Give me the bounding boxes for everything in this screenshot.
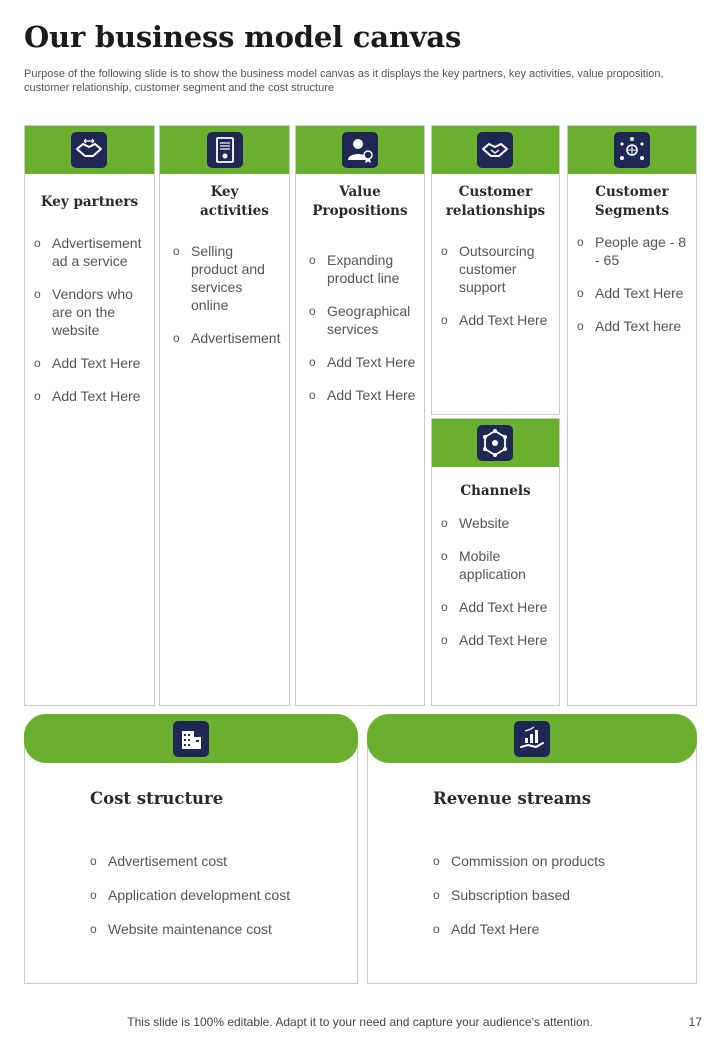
list-item: o Advertisement ad a service xyxy=(34,234,146,270)
list-item: o Add Text here xyxy=(577,317,689,335)
customer-relationships-card xyxy=(431,125,560,415)
key-activities-card xyxy=(159,125,290,706)
list-item: o Add Text Here xyxy=(309,386,419,404)
column-title: Key activities xyxy=(200,184,269,219)
column-title: Key partners xyxy=(40,194,139,210)
list-item: o Geographical services xyxy=(309,302,419,338)
list-item: o Add Text Here xyxy=(433,920,688,938)
list-item: o People age - 8 - 65 xyxy=(577,233,689,269)
customer-segments-card xyxy=(567,125,697,706)
section-title: Cost structure xyxy=(90,789,224,808)
list-item: o Add Text Here xyxy=(309,353,419,371)
column-title: Value Propositions xyxy=(312,184,408,219)
page-number: 17 xyxy=(688,1015,702,1029)
item-list xyxy=(441,514,553,649)
cost-structure-card xyxy=(24,714,358,984)
list-item: o Subscription based xyxy=(433,886,688,904)
section-title: Revenue streams xyxy=(433,789,592,808)
item-list xyxy=(309,251,419,404)
page-title: Our business model canvas xyxy=(24,20,462,54)
list-item: o Advertisement cost xyxy=(90,852,350,870)
hand-growth-chart-icon xyxy=(514,721,550,757)
channels-card xyxy=(431,418,560,706)
list-item: o Add Text Here xyxy=(34,354,146,372)
list-item: o Expanding product line xyxy=(309,251,419,287)
item-list xyxy=(433,852,688,938)
column-title: Customer relationships xyxy=(445,184,546,219)
document-icon xyxy=(207,132,243,168)
item-list xyxy=(34,234,146,405)
list-item: o Add Text Here xyxy=(577,284,689,302)
page-subtitle: Purpose of the following slide is to show the business model canvas as it displays the key partners, key activities, value proposition, customer relationship, customer segment and the cost structure xyxy=(24,68,664,94)
list-item: o Website xyxy=(441,514,553,532)
list-item: o Add Text Here xyxy=(34,387,146,405)
key-partners-card xyxy=(24,125,155,706)
revenue-streams-card xyxy=(367,714,697,984)
handshake-icon xyxy=(71,132,107,168)
item-list xyxy=(441,242,553,329)
list-item: o Application development cost xyxy=(90,886,350,904)
handshake-icon xyxy=(477,132,513,168)
list-item: o Mobile application xyxy=(441,547,553,583)
value-propositions-card xyxy=(295,125,425,706)
footer-note: This slide is 100% editable. Adapt it to your need and capture your audience’s attention. xyxy=(127,1015,593,1029)
list-item: o Vendors who are on the website xyxy=(34,285,146,339)
list-item: o Add Text Here xyxy=(441,311,553,329)
user-award-icon xyxy=(342,132,378,168)
column-title: Customer Segments xyxy=(594,184,670,219)
item-list xyxy=(90,852,350,938)
list-item: o Advertisement xyxy=(173,329,283,347)
building-icon xyxy=(173,721,209,757)
hexagon-network-icon xyxy=(477,425,513,461)
list-item: o Add Text Here xyxy=(441,598,553,616)
list-item: o Add Text Here xyxy=(441,631,553,649)
list-item: o Website maintenance cost xyxy=(90,920,350,938)
network-people-icon xyxy=(614,132,650,168)
item-list xyxy=(577,233,689,335)
list-item: o Selling product and services online xyxy=(173,242,283,314)
column-title: Channels xyxy=(460,483,531,499)
item-list xyxy=(173,242,283,347)
list-item: o Commission on products xyxy=(433,852,688,870)
list-item: o Outsourcing customer support xyxy=(441,242,553,296)
